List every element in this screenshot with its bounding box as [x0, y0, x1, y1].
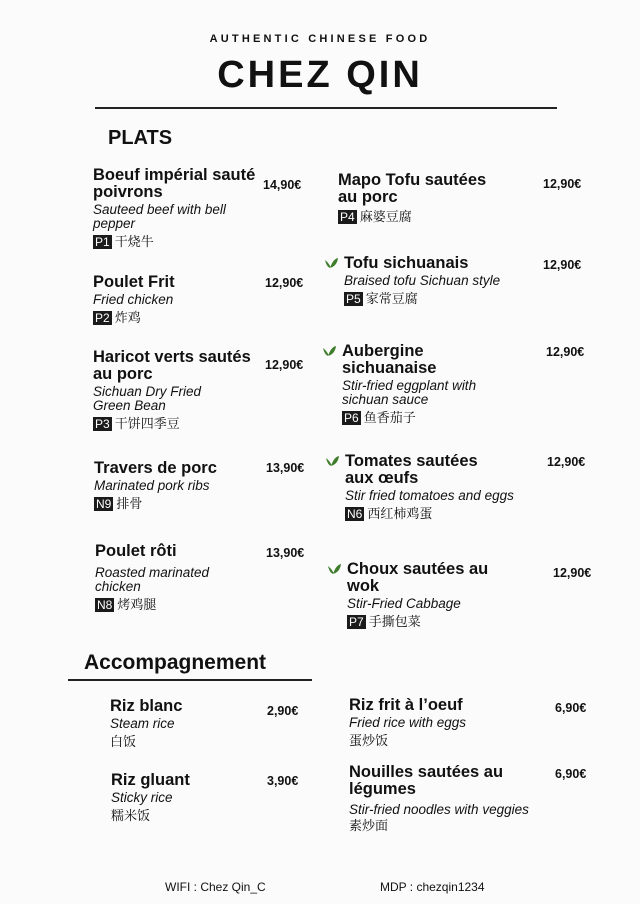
- item-price: 12,90€: [546, 345, 585, 359]
- item-name: Haricot verts sautés au porc: [93, 348, 251, 383]
- item-chinese: 蛋炒饭: [349, 733, 389, 748]
- item-desc: Stir-fried noodles with veggies: [349, 802, 529, 817]
- title-divider: [95, 107, 557, 109]
- item-price: 12,90€: [543, 177, 582, 191]
- item-code: P1: [95, 235, 110, 249]
- item-name: Aubergine sichuanaise: [342, 342, 437, 377]
- item-desc: Fried chicken: [93, 292, 174, 307]
- item-name: Poulet rôti: [95, 542, 177, 560]
- item-price: 12,90€: [265, 358, 304, 372]
- item-price: 12,90€: [553, 566, 592, 580]
- item-desc: Roasted marinated chicken: [95, 565, 210, 594]
- menu-item: [93, 167, 258, 250]
- item-desc: Steam rice: [110, 716, 175, 731]
- item-name: Boeuf impérial sauté poivrons: [93, 166, 256, 201]
- item-price: 12,90€: [543, 258, 582, 272]
- item-chinese: 白饭: [110, 734, 137, 749]
- item-desc: Sauteed beef with bell pepper: [93, 202, 226, 231]
- item-desc: Stir-fried eggplant with sichuan sauce: [342, 378, 477, 407]
- item-chinese: 干饼四季豆: [114, 416, 180, 431]
- item-chinese: 西红柿鸡蛋: [367, 506, 433, 521]
- item-chinese: 烤鸡腿: [117, 597, 157, 612]
- item-code: P6: [344, 411, 359, 425]
- item-chinese: 炸鸡: [114, 310, 141, 325]
- menu-item: [110, 698, 260, 750]
- wifi-password: MDP : chezqin1234: [380, 880, 485, 894]
- item-price: 13,90€: [266, 546, 305, 560]
- item-price: 14,90€: [263, 178, 302, 192]
- item-name: Choux sautées au wok: [347, 560, 489, 595]
- tagline: AUTHENTIC CHINESE FOOD: [209, 33, 431, 45]
- item-code: N6: [347, 507, 363, 521]
- item-desc: Fried rice with eggs: [349, 715, 467, 730]
- item-price: 6,90€: [555, 767, 587, 781]
- menu-item: [342, 343, 517, 426]
- item-name: Riz blanc: [110, 697, 183, 715]
- menu-item: [345, 453, 555, 522]
- item-name: Mapo Tofu sautées au porc: [338, 171, 487, 206]
- item-desc: Stir-Fried Cabbage: [347, 596, 461, 611]
- item-chinese: 干烧牛: [114, 234, 154, 249]
- item-code: P7: [349, 615, 364, 629]
- item-chinese: 家常豆腐: [365, 291, 418, 306]
- item-desc: Marinated pork ribs: [94, 478, 210, 493]
- item-name: Travers de porc: [94, 459, 217, 477]
- item-name: Tofu sichuanais: [344, 254, 469, 272]
- menu-item: [95, 543, 245, 613]
- item-code: P4: [340, 210, 355, 224]
- item-desc: Stir fried tomatoes and eggs: [345, 488, 514, 503]
- item-desc: Sticky rice: [111, 790, 173, 805]
- section-heading-plats: PLATS: [108, 127, 173, 149]
- wifi-name: WIFI : Chez Qin_C: [165, 880, 266, 894]
- item-price: 6,90€: [555, 701, 587, 715]
- menu-item: [94, 460, 264, 512]
- item-price: 3,90€: [267, 774, 299, 788]
- vegetarian-leaf-icon: [324, 257, 339, 269]
- menu-item: [93, 349, 258, 432]
- item-name: Nouilles sautées au légumes: [349, 763, 504, 798]
- item-price: 13,90€: [266, 461, 305, 475]
- item-chinese: 麻婆豆腐: [359, 209, 412, 224]
- item-chinese: 鱼香茄子: [363, 410, 416, 425]
- item-name: Riz gluant: [111, 771, 190, 789]
- item-desc: Braised tofu Sichuan style: [344, 273, 501, 288]
- item-chinese: 排骨: [116, 496, 143, 511]
- item-desc: Sichuan Dry Fried Green Bean: [93, 384, 202, 413]
- item-code: P2: [95, 311, 110, 325]
- section-heading-accompagnement: Accompagnement: [84, 651, 267, 674]
- item-chinese: 素炒面: [349, 818, 389, 833]
- item-chinese: 手撕包菜: [368, 614, 421, 629]
- vegetarian-leaf-icon: [322, 345, 337, 357]
- vegetarian-leaf-icon: [325, 455, 340, 467]
- item-price: 12,90€: [265, 276, 304, 290]
- menu-item: [111, 772, 261, 824]
- item-code: P5: [346, 292, 361, 306]
- menu-item: [349, 764, 564, 834]
- item-name: Riz frit à l’oeuf: [349, 696, 463, 714]
- restaurant-title: CHEZ QIN: [217, 54, 423, 96]
- menu-item: [93, 274, 258, 326]
- item-name: Tomates sautées aux œufs: [345, 452, 478, 487]
- section-divider: [68, 679, 312, 681]
- menu-item: [338, 172, 498, 225]
- menu-item: [349, 697, 549, 749]
- item-code: N8: [97, 598, 113, 612]
- vegetarian-leaf-icon: [327, 563, 342, 575]
- item-chinese: 糯米饭: [111, 808, 151, 823]
- item-code: N9: [96, 497, 112, 511]
- item-price: 12,90€: [547, 455, 586, 469]
- item-name: Poulet Frit: [93, 273, 175, 291]
- menu-item: [344, 255, 544, 307]
- item-price: 2,90€: [267, 704, 299, 718]
- item-code: P3: [95, 417, 110, 431]
- menu-item: [347, 561, 497, 630]
